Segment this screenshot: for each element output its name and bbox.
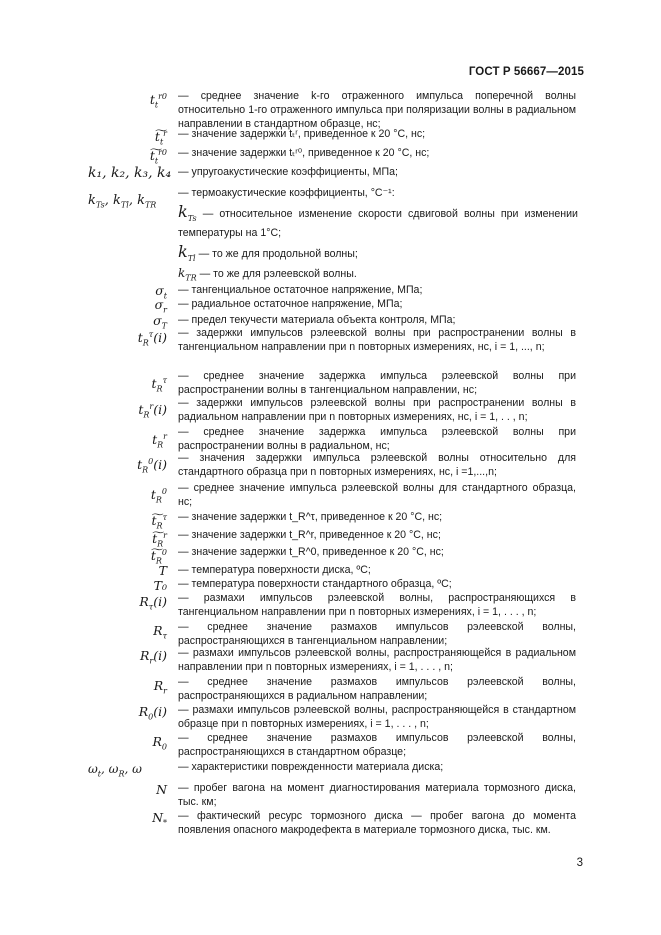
entry-text: — фактический ресурс тормозного диска — пробег вагона до момента появления опасного макродефекта в материале тормозного диска, тыс. км. bbox=[178, 810, 576, 837]
symbol-omega-group: $\omega_t$, $\omega_R$, ω bbox=[88, 762, 142, 779]
symbol-kTl: $k_{Tl}$ bbox=[178, 242, 196, 264]
entry-text: — тангенциальное остаточное напряжение, МПа; bbox=[178, 284, 423, 296]
symbol-R0: $R_0$ bbox=[152, 734, 167, 752]
standard-header: ГОСТ Р 56667—2015 bbox=[468, 66, 584, 78]
symbol-tR-0-tilde: $t͠_R^0$ bbox=[150, 548, 167, 566]
symbol-sigma-T: $\sigma_T$ bbox=[153, 313, 167, 331]
symbol-k1-k4: k₁, k₂, k₃, k₄ bbox=[88, 165, 172, 181]
entry-text: — температура поверхности диска, ºС; bbox=[178, 564, 371, 576]
entry-text: — значение задержки tₜʳ⁰, приведенное к 20 °С, нс; bbox=[178, 147, 430, 159]
entry-text: — размахи импульсов рэлеевской волны, распространяющейся в радиальном направлении при n повторных измерениях, i = 1, . . . , n; bbox=[178, 647, 576, 674]
entry-text: — задержки импульсов рэлеевской волны при распространении волны в тангенциальном направлении при n повторных измерениях, нс, i = 1, ..., n; bbox=[178, 327, 576, 354]
entry-text: — среднее значение размахов импульсов рэлеевской волны, распространяющихся в тангенциальном направлении; bbox=[178, 621, 576, 648]
page-number: 3 bbox=[576, 857, 583, 869]
entry-text: — относительное изменение скорости сдвиговой волны при изменении температуры на 1°С; bbox=[178, 208, 578, 240]
symbol-tR-tau-tilde: $t͠_R^\tau$ bbox=[151, 513, 167, 531]
entry-text: — задержки импульсов рэлеевской волны при распространении волны в радиальном направлении при n повторных измерениях, нс, i = 1, . . , n; bbox=[178, 397, 576, 424]
symbol-R-tau-i: $R_\tau(i)$ bbox=[139, 594, 167, 612]
symbol-sigma-t: $\sigma_t$ bbox=[155, 283, 167, 301]
entry-text: — размахи импульсов рэлеевской волны, распространяющейся в стандартном образце при n повторных измерениях, i = 1, . . . , n; bbox=[178, 704, 576, 731]
entry-text: — температура поверхности стандартного образца, ºС; bbox=[178, 578, 452, 590]
entry-text: — значение задержки t_R^τ, приведенное к 20 °С, нс; bbox=[178, 511, 443, 523]
entry-text: — среднее значение размахов импульсов рэлеевской волны, распространяющихся в стандартном образце; bbox=[178, 732, 576, 759]
symbol-T0: T₀ bbox=[153, 578, 167, 593]
symbol-sigma-r: $\sigma_r$ bbox=[154, 297, 167, 315]
entry-text: — среднее значение задержка импульса рэлеевской волны при распространении волны в тангенциальном направлении, нс; bbox=[178, 370, 576, 397]
symbol-R-tau: $R_\tau$ bbox=[153, 623, 167, 641]
entry-text: — то же для продольной волны; bbox=[198, 248, 358, 260]
entry-text: — среднее значение импульса рэлеевской волны для стандартного образца, нс; bbox=[178, 482, 576, 509]
entry-kTs bbox=[178, 202, 578, 241]
entry-text: — термоакустические коэффициенты, °С⁻¹: bbox=[178, 187, 395, 199]
symbol-t-t-r0: $t_t^{r0}$ bbox=[149, 92, 167, 110]
symbol-T: T bbox=[158, 563, 167, 578]
symbol-R-r: $R_r$ bbox=[153, 678, 167, 696]
symbol-R-r-i: $R_r(i)$ bbox=[139, 648, 167, 666]
entry-text: — среднее значение задержка импульса рэлеевской волны при распространении волны в радиальном, нс; bbox=[178, 426, 576, 453]
symbol-kTR: $k_{TR}$ bbox=[178, 266, 197, 283]
entry-text: — пробег вагона на момент диагностирования материала тормозного диска, тыс. км; bbox=[178, 782, 576, 809]
symbol-tR-0: $t_R^0$ bbox=[150, 487, 167, 505]
entry-text: — размахи импульсов рэлеевской волны, распространяющихся в тангенциальном направлении при n повторных измерениях, i = 1, . . . , n; bbox=[178, 592, 576, 619]
symbol-tR-r: $t_R^r$ bbox=[152, 432, 167, 450]
symbol-tR-tau: $t_R^\tau$ bbox=[151, 376, 167, 394]
symbol-t-tilde-t-r0: $t͠_t^{r0}$ bbox=[149, 148, 167, 166]
symbol-tR-r-i: $t_R^r(i)$ bbox=[138, 402, 167, 420]
entry-text: — значение задержки tₜʳ, приведенное к 20 °С, нс; bbox=[178, 128, 426, 140]
entry-text: — значение задержки t_R^0, приведенное к 20 °С, нс; bbox=[178, 546, 444, 558]
entry-text: — то же для рэлеевской волны. bbox=[199, 268, 357, 280]
entry-kTl bbox=[178, 242, 576, 266]
entry-text: — среднее значение k-го отраженного импульса поперечной волны относительно 1-го отраженного импульса при поляризации волны в радиальном направлении в стандартном образце, нс; bbox=[178, 90, 576, 131]
entry-text: — радиальное остаточное напряжение, МПа; bbox=[178, 298, 403, 310]
entry-text: — значения задержки импульса рэлеевской волны относительно для стандартного образца при n повторных измерениях, нс, i =1,...,n; bbox=[178, 452, 576, 479]
symbol-kT-group: $k_{Ts}$, $k_{Tl}$, $k_{TR}$ bbox=[88, 193, 157, 210]
symbol-tR-tau-i: $t_R^\tau(i)$ bbox=[137, 330, 167, 348]
entry-text: — предел текучести материала объекта контроля, МПа; bbox=[178, 314, 456, 326]
entry-text: — упругоакустические коэффициенты, МПа; bbox=[178, 166, 398, 178]
symbol-tR-r-tilde: $t͠_R^r$ bbox=[152, 531, 167, 549]
entry-text: — значение задержки t_R^r, приведенное к 20 °С, нс; bbox=[178, 529, 441, 541]
symbol-N-star: $N_*$ bbox=[152, 810, 167, 828]
symbol-t-tilde-t-r: $t͠_t^r$ bbox=[154, 129, 167, 147]
entry-text: — характеристики поврежденности материала диска; bbox=[178, 761, 444, 773]
symbol-N: N bbox=[156, 782, 167, 797]
symbol-kTs: $k_{Ts}$ bbox=[178, 202, 197, 224]
symbol-R0-i: $R_0(i)$ bbox=[138, 704, 167, 722]
symbol-tR-0-i: $t_R^0(i)$ bbox=[137, 457, 167, 475]
entry-text: — среднее значение размахов импульсов рэлеевской волны, распространяющихся в радиальном направлении; bbox=[178, 676, 576, 703]
